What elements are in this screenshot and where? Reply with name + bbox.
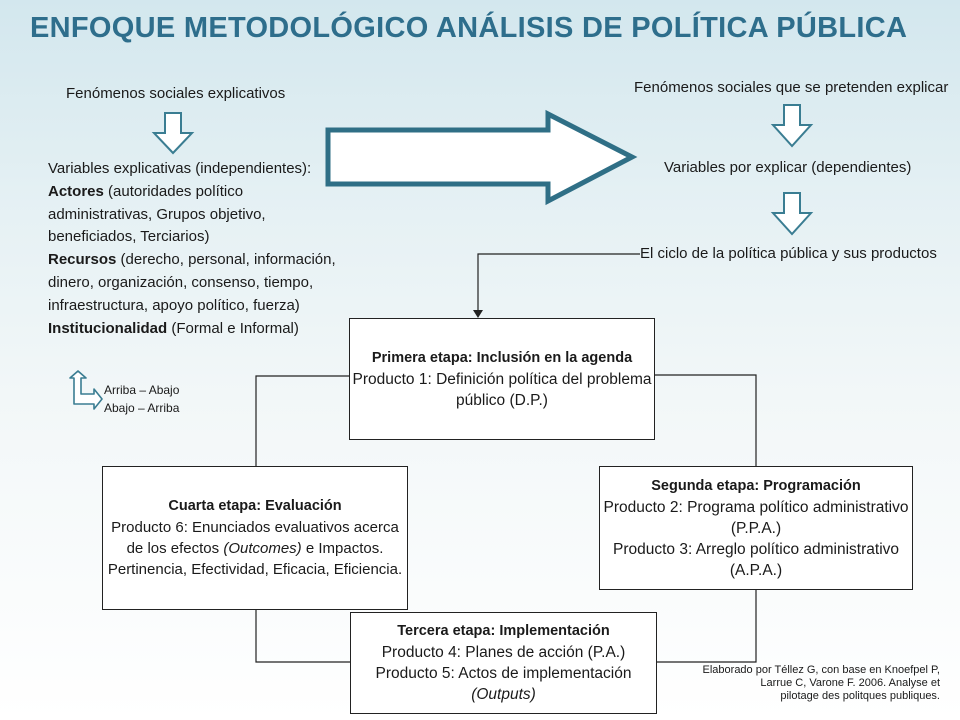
- direction-bottom-up: Abajo – Arriba: [104, 401, 180, 415]
- ciclo-pointer-line: [478, 254, 640, 312]
- credit-line-3: pilotage des politques publiques.: [780, 690, 940, 702]
- stage-3-line-1: Producto 4: Planes de acción (P.A.): [381, 644, 626, 661]
- stage-2-line-1: Producto 2: Programa político administrativo: [603, 498, 909, 516]
- stage-2-programming-box: [599, 466, 913, 590]
- down-arrow-icon: [154, 113, 192, 153]
- independent-variables-text: [48, 158, 348, 340]
- stage-1-heading: Primera etapa: Inclusión en la agenda: [371, 349, 633, 366]
- stage-3-line-2: Producto 5: Actos de implementación: [375, 665, 632, 682]
- institucionalidad-text: (Formal e Informal): [167, 319, 299, 337]
- recursos-label: Recursos: [48, 251, 117, 269]
- dependent-variables-label: Variables por explicar (dependientes): [664, 159, 912, 176]
- stage-4-line-2a: de los efectos: [126, 540, 224, 557]
- down-arrow-icon: [773, 193, 811, 234]
- stage-3-heading: Tercera etapa: Implementación: [397, 623, 610, 639]
- stage-4-line-1: Producto 6: Enunciados evaluativos acerca: [111, 519, 399, 536]
- direction-labels: [104, 381, 179, 417]
- credit-line-2: Larrue C, Varone F. 2006. Analyse et: [760, 677, 940, 689]
- up-right-turn-arrow-icon: [70, 371, 102, 409]
- stage-4-line-2c: e Impactos.: [301, 540, 384, 557]
- stage-1-line-2: público (D.P.): [456, 391, 548, 409]
- policy-cycle-label: El ciclo de la política pública y sus productos: [640, 245, 937, 262]
- cycle-connector-right-top: [654, 375, 756, 468]
- direction-top-down: Arriba – Abajo: [104, 383, 180, 397]
- stage-2-line-2: (P.P.A.): [730, 519, 782, 537]
- big-right-arrow-icon: [328, 114, 632, 201]
- stage-4-line-2: [103, 538, 407, 559]
- cycle-connector-left-top: [256, 376, 350, 468]
- page-title: ENFOQUE METODOLÓGICO ANÁLISIS DE POLÍTICA PÚBLICA: [30, 12, 908, 44]
- actores-label: Actores: [48, 182, 104, 200]
- stage-3-line-3: (Outputs): [471, 686, 536, 703]
- recursos-text: (derecho, personal, información, dinero, organización, consenso, tiempo, infraestructura, apoyo político, fuerza): [48, 251, 336, 314]
- stage-2-heading: Segunda etapa: Programación: [651, 477, 861, 494]
- actores-text: (autoridades político administrativas, Grupos objetivo, beneficiados, Terciarios): [48, 182, 266, 246]
- source-credit: [640, 664, 940, 703]
- stage-4-line-3: Pertinencia, Efectividad, Eficacia, Eficiencia.: [107, 561, 403, 578]
- stage-4-evaluation-box: [102, 466, 408, 610]
- stage-2-line-4: (A.P.A.): [729, 561, 783, 579]
- variables-intro: Variables explicativas (independientes):: [48, 160, 312, 177]
- stage-4-heading: Cuarta etapa: Evaluación: [168, 498, 342, 514]
- down-arrow-icon: [773, 105, 811, 146]
- outcomes-term: (Outcomes): [223, 540, 302, 557]
- ciclo-pointer-arrowhead: [473, 310, 483, 318]
- stage-1-line-1: Producto 1: Definición política del problema: [352, 370, 652, 388]
- phenomena-to-explain-label: Fenómenos sociales que se pretenden explicar: [634, 79, 949, 96]
- stage-2-line-3: Producto 3: Arreglo político administrativo: [612, 540, 900, 558]
- cycle-connector-left-bottom: [256, 610, 352, 662]
- credit-line-1: Elaborado por Téllez G, con base en Knoefpel P,: [702, 664, 940, 676]
- explanatory-phenomena-label: Fenómenos sociales explicativos: [66, 85, 286, 102]
- institucionalidad-label: Institucionalidad: [48, 319, 168, 337]
- stage-3-implementation-box: [350, 612, 657, 714]
- stage-1-agenda-box: [349, 318, 655, 440]
- cycle-connector-right-bottom: [656, 590, 756, 662]
